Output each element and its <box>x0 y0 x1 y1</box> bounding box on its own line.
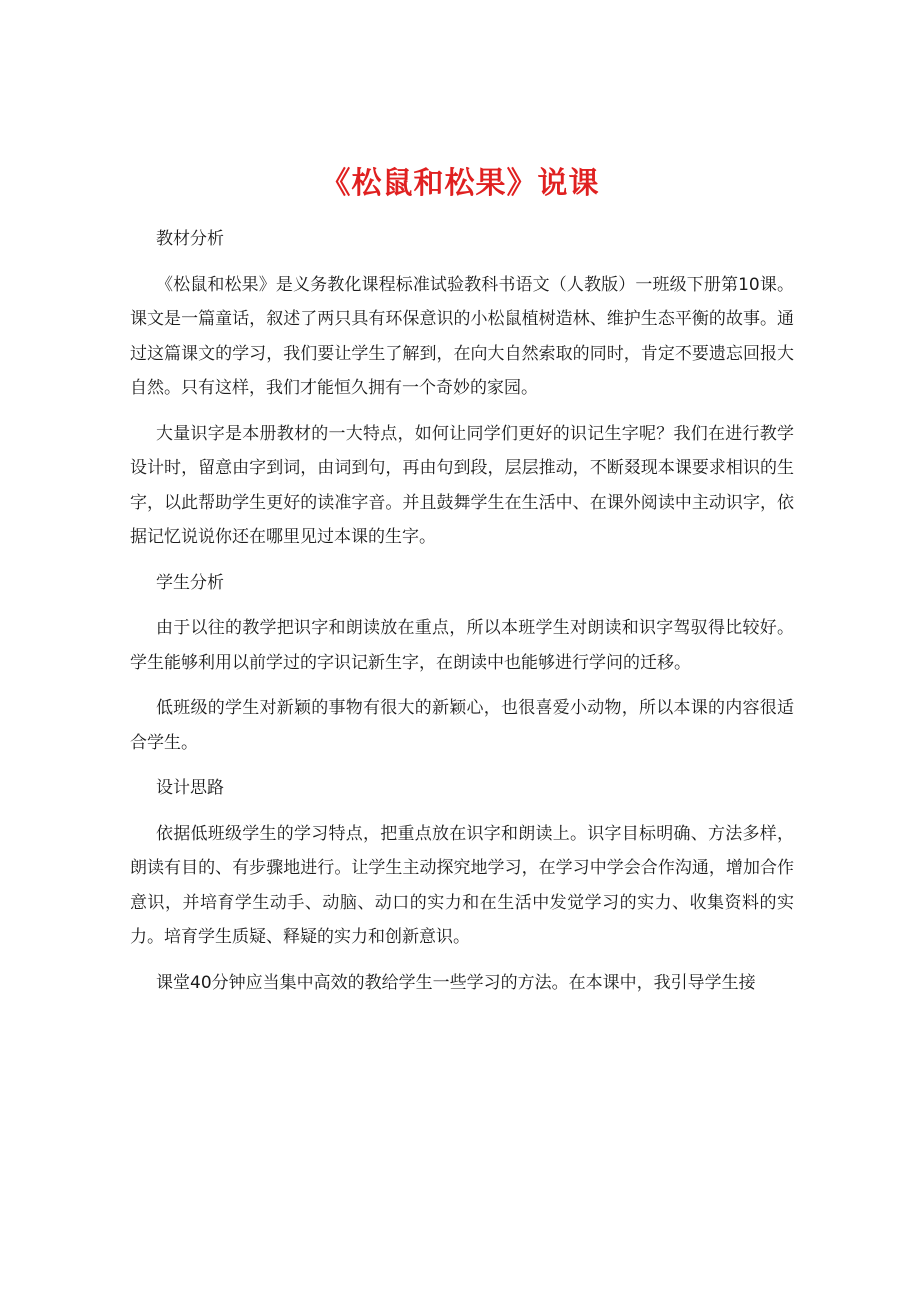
paragraph: 课堂40分钟应当集中高效的教给学生一些学习的方法。在本课中，我引导学生接 <box>156 972 756 993</box>
paragraph: 依据低班级学生的学习特点，把重点放在识字和朗读上。识字目标明确、方法多样，朗读有目的、有步骤地进行。让学生主动探究地学习，在学习中学会合作沟通，增加合作意识，并培育学生动手、动脑、动口的实力和在生活中发觉学习的实力、收集资料的实力。培育学生质疑、释疑的实力和创新意识。 <box>130 823 794 947</box>
paragraph: 低班级的学生对新颖的事物有很大的新颖心，也很喜爱小动物，所以本课的内容很适合学生。 <box>130 698 794 753</box>
section-student-analysis <box>130 566 794 761</box>
paragraph: 由于以往的教学把识字和朗读放在重点，所以本班学生对朗读和识字驾驭得比较好。学生能够利用以前学过的字识记新生字，在朗读中也能够进行学问的迁移。 <box>130 618 794 673</box>
section-heading: 学生分析 <box>156 572 224 593</box>
document-title: 《松鼠和松果》说课 <box>320 166 600 202</box>
document-body <box>130 222 794 1011</box>
section-heading: 设计思路 <box>156 778 224 798</box>
paragraph: 大量识字是本册教材的一大特点，如何让同学们更好的识记生字呢？我们在进行教学设计时，留意由字到词，由词到句，再由句到段，层层推动，不断叕现本课要求相识的生字，以此帮助学生更好的读准字音。并且鼓舞学生在生活中、在课外阅读中主动识字，依据记忆说说你还在哪里见过本课的生字。 <box>130 423 794 547</box>
paragraph: 《松鼠和松果》是义务教化课程标准试验教科书语文（人教版）一班级下册第10课。课文是一篇童话，叙述了两只具有环保意识的小松鼠植树造林、维护生态平衡的故事。通过这篇课文的学习，我们要让学生了解到，在向大自然索取的同时，肯定不要遗忘回报大自然。只有这样，我们才能恒久拥有一个奇妙的家园。 <box>130 274 794 398</box>
section-design-ideas <box>130 771 794 1000</box>
section-heading: 教材分析 <box>156 229 224 249</box>
section-textbook-analysis <box>130 222 794 555</box>
